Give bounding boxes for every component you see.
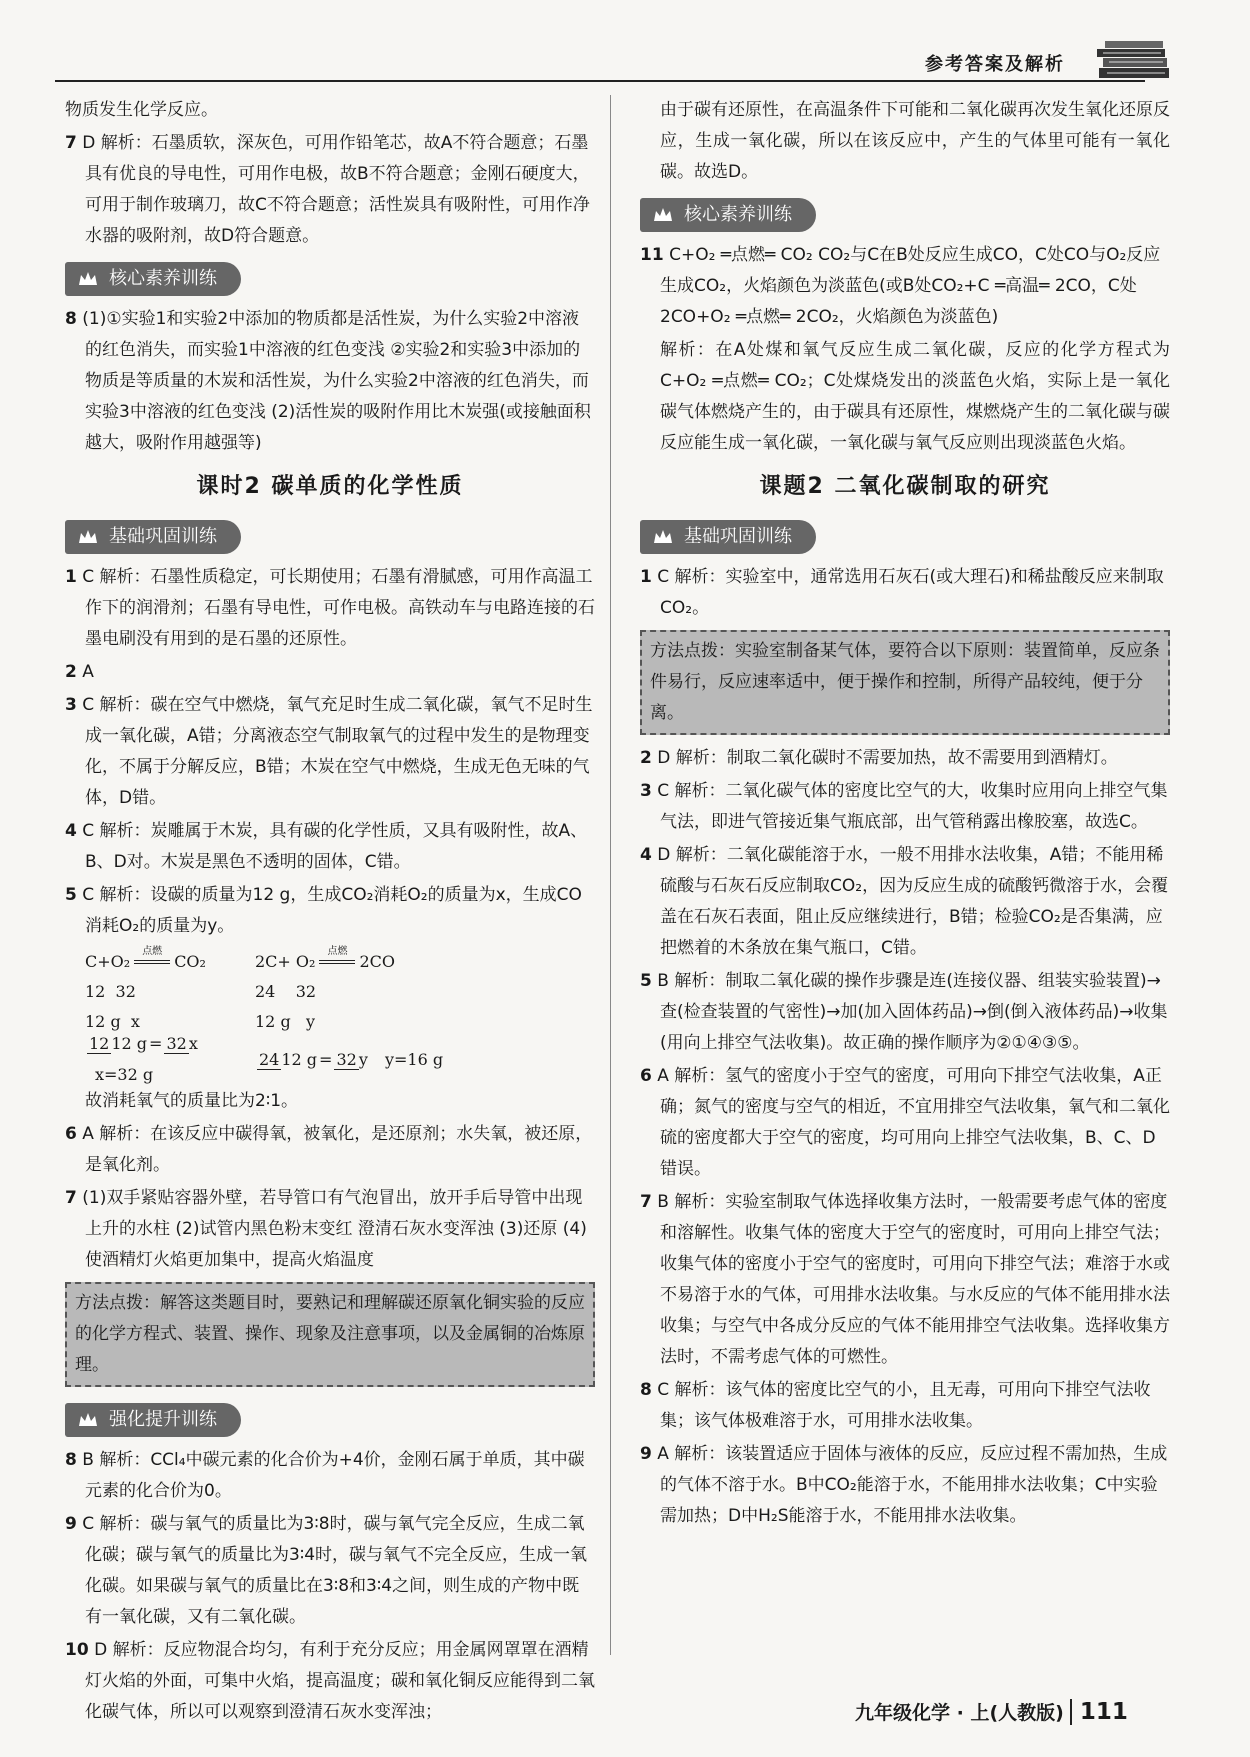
page-footer	[855, 1698, 1128, 1725]
answer-item: 7 (1)双手紧贴容器外壁，若导管口有气泡冒出，放开手后导管中出现上升的水柱 (2)试管内黑色粉末变红 澄清石灰水变浑浊 (3)还原 (4)使酒精灯火焰更加集中，提高火焰温度	[65, 1188, 587, 1270]
answer-item: 9 A 解析：该装置适应于固体与液体的反应，反应过程不需加热，生成的气体不溶于水。B中CO₂能溶于水，不能用排水法收集；C中实验需加热；D中H₂S能溶于水，不能用排水法收集。	[640, 1444, 1168, 1526]
proportion-2: 24 12 g = 32 y y=16 g	[259, 1049, 444, 1069]
answer-item: 7 D 解析：石墨质软，深灰色，可用作铅笔芯，故A不符合题意；石墨具有优良的导电性，可用作电极，故B不符合题意；金刚石硬度大，可用于制作玻璃刀，故C不符合题意；活性炭具有吸附性，可用作净水器的吸附剂，故D符合题意。	[65, 133, 590, 246]
answer-item: 2 A	[65, 662, 94, 682]
answer-item: 4 D 解析：二氧化碳能溶于水，一般不用排水法收集，A错；不能用稀硫酸与石灰石反应制取CO₂，因为反应生成的硫酸钙微溶于水，会覆盖在石灰石表面，阻止反应继续进行，B错；检验CO₂是否集满，应把燃着的木条放在集气瓶口，C错。	[640, 845, 1169, 958]
answer-item: 8 C 解析：该气体的密度比空气的小，且无毒，可用向下排空气法收集；该气体极难溶于水，可用排水法收集。	[640, 1380, 1151, 1431]
answer-item: 8 (1)①实验1和实验2中添加的物质都是活性炭，为什么实验2中溶液的红色消失，而实验1中溶液的红色变浅 ②实验2和实验3中添加的物质是等质量的木炭和活性炭，为什么实验2中溶液的红色消失，而实验3中溶液的红色变浅 (2)活性炭的吸附作用比木炭强(或接触面积越大，吸附作用越强等)	[65, 309, 591, 453]
crown-icon	[77, 269, 99, 289]
proportion-1: 12 12 g = 32 x x=32 g	[89, 1034, 198, 1084]
crown-icon	[77, 1410, 99, 1430]
crown-icon	[652, 205, 674, 225]
answer-item: 7 B 解析：实验室制取气体选择收集方法时，一般需要考虑气体的密度和溶解性。收集气体的密度大于空气的密度时，可用向上排空气法；收集气体的密度小于空气的密度时，可用向下排空气法；难溶于水或不易溶于水的气体，可用排水法收集。与水反应的气体不能用排水法收集；与空气中各成分反应的气体不能用排空气法收集。选择收集方法时，不需考虑气体的可燃性。	[640, 1192, 1170, 1367]
crown-icon	[652, 527, 674, 547]
header-rule	[55, 80, 1145, 82]
section-badge-basic: 基础巩固训练	[65, 520, 241, 554]
answer-item: 8 B 解析：CCl₄中碳元素的化合价为+4价，金刚石属于单质，其中碳元素的化合价为0。	[65, 1450, 585, 1501]
page-number: 111	[1070, 1699, 1128, 1725]
crown-icon	[77, 527, 99, 547]
answer-item: 10 D 解析：反应物混合均匀，有利于充分反应；用金属网罩罩在酒精灯火焰的外面，可集中火焰，提高温度；碳和氧化铜反应能得到二氧化碳气体，所以可以观察到澄清石灰水变浑浊；	[65, 1640, 595, 1722]
right-column	[640, 95, 1170, 1534]
left-column	[65, 95, 595, 1730]
analysis-text: 解析：在A处煤和氧气反应生成二氧化碳，反应的化学方程式为C+O₂ ═点燃═ CO₂；C处煤烧发出的淡蓝色火焰，实际上是一氧化碳气体燃烧产生的，由于碳具有还原性，煤燃烧产生的二氧化碳与碳反应能生成一氧化碳，一氧化碳与氧气反应则出现淡蓝色火焰。	[660, 340, 1170, 453]
answer-item: 6 A 解析：氢气的密度小于空气的密度，可用向下排空气法收集，A正确；氮气的密度与空气的相近，不宜用排空气法收集，氧气和二氧化硫的密度都大于空气的密度，均可用向上排空气法收集，B、C、D错误。	[640, 1066, 1170, 1179]
lesson-title: 课时2 碳单质的化学性质	[196, 474, 464, 499]
section-badge-advanced: 强化提升训练	[65, 1403, 241, 1437]
answer-item: 5 C 解析：设碳的质量为12 g，生成CO₂消耗O₂的质量为x，生成CO消耗O₂的质量为y。	[65, 885, 582, 936]
answer-item: 2 D 解析：制取二氧化碳时不需要加热，故不需要用到酒精灯。	[640, 748, 1118, 768]
method-tip-box: 方法点拨：实验室制备某气体，要符合以下原则：装置简单，反应条件易行，反应速率适中，便于操作和控制，所得产品较纯，便于分离。	[640, 630, 1170, 735]
calculation-block: C+O₂ 点燃 CO₂ 2C+ O₂ 点燃 2CO 12 32 24 32 12 g x 12 g y 12 12 g = 32 x x=32 g 24 12 g = 32 y y=16 g	[85, 946, 595, 1082]
section-badge-basic: 基础巩固训练	[640, 520, 816, 554]
answer-item: 11 C+O₂ ═点燃═ CO₂ CO₂与C在B处反应生成CO，C处CO与O₂反应生成CO₂，火焰颜色为淡蓝色(或B处CO₂+C ═高温═ 2CO，C处2CO+O₂ ═点燃═ 2CO₂，火焰颜色为淡蓝色)	[640, 245, 1161, 327]
answer-item: 1 C 解析：实验室中，通常选用石灰石(或大理石)和稀盐酸反应来制取CO₂。	[640, 567, 1164, 618]
answer-item: 9 C 解析：碳与氧气的质量比为3∶8时，碳与氧气完全反应，生成二氧化碳；碳与氧气的质量比为3∶4时，碳与氧气不完全反应，生成一氧化碳。如果碳与氧气的质量比在3∶8和3∶4之间，则生成的产物中既有一氧化碳，又有二氧化碳。	[65, 1514, 588, 1627]
column-divider	[610, 95, 611, 1655]
answer-item: 5 B 解析：制取二氧化碳的操作步骤是连(连接仪器、组装实验装置)→查(检查装置的气密性)→加(加入固体药品)→倒(倒入液体药品)→收集(用向上排空气法收集)。故正确的操作顺序为②①④③⑤。	[640, 971, 1168, 1053]
header-title: 参考答案及解析	[925, 54, 1065, 75]
calc-conclusion: 故消耗氧气的质量比为2∶1。	[85, 1091, 299, 1111]
book-label: 九年级化学 · 上(人教版)	[855, 1702, 1064, 1724]
section-badge-core: 核心素养训练	[65, 262, 241, 296]
answer-item: 1 C 解析：石墨性质稳定，可长期使用；石墨有滑腻感，可用作高温工作下的润滑剂；石墨有导电性，可作电极。高铁动车与电路连接的石墨电刷没有用到的是石墨的还原性。	[65, 567, 595, 649]
answer-item: 6 A 解析：在该反应中碳得氧，被氧化，是还原剂；水失氧，被还原，是氧化剂。	[65, 1124, 593, 1175]
continuation-text: 物质发生化学反应。	[65, 100, 218, 120]
continuation-text: 由于碳有还原性，在高温条件下可能和二氧化碳再次发生氧化还原反应，生成一氧化碳，所以在该反应中，产生的气体里可能有一氧化碳。故选D。	[660, 100, 1170, 182]
lesson-title: 课题2 二氧化碳制取的研究	[759, 474, 1051, 499]
answer-item: 3 C 解析：二氧化碳气体的密度比空气的大，收集时应用向上排空气集气法，即进气管接近集气瓶底部，出气管稍露出橡胶塞，故选C。	[640, 781, 1168, 832]
answer-item: 3 C 解析：碳在空气中燃烧，氧气充足时生成二氧化碳，氧气不足时生成一氧化碳，A错；分离液态空气制取氧气的过程中发生的是物理变化，不属于分解反应，B错；木炭在空气中燃烧，生成无色无味的气体，D错。	[65, 695, 593, 808]
equation-2: 2C+ O₂ 点燃 2CO	[255, 945, 395, 971]
books-icon	[1095, 38, 1175, 82]
section-badge-core: 核心素养训练	[640, 198, 816, 232]
equation-1: C+O₂ 点燃 CO₂	[85, 945, 206, 971]
answer-item: 4 C 解析：炭雕属于木炭，具有碳的化学性质，又具有吸附性，故A、B、D对。木炭是黑色不透明的固体，C错。	[65, 821, 588, 872]
method-tip-box: 方法点拨：解答这类题目时，要熟记和理解碳还原氧化铜实验的反应的化学方程式、装置、操作、现象及注意事项，以及金属铜的冶炼原理。	[65, 1282, 595, 1387]
